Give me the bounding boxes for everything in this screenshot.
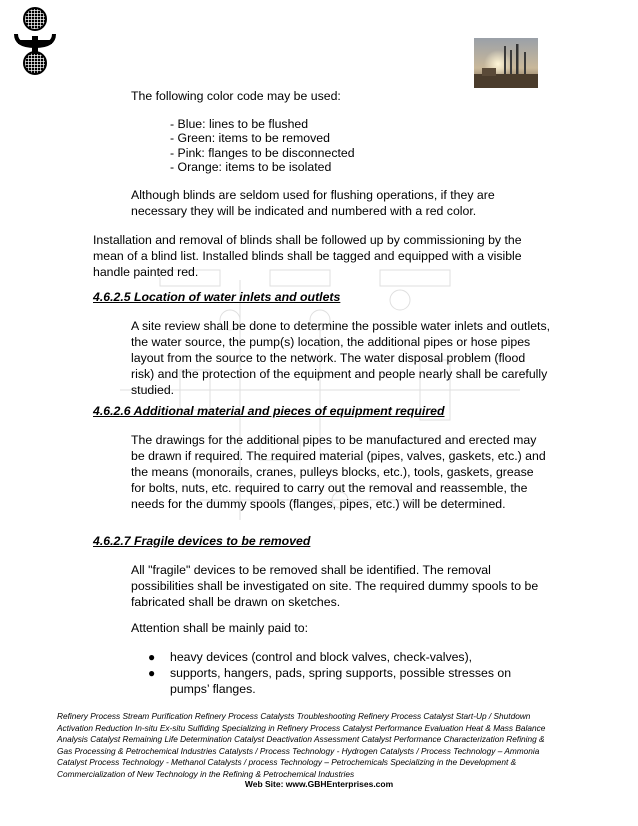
color-code-intro: The following color code may be used: <box>131 89 341 103</box>
section-body-water-inlets: A site review shall be done to determine the possible water inlets and outlets, the water source, the pump(s) location, the additional pipes or hose pipes layout from the source to the network. The water disposal problem (flood risk) and the protection of the equipment and people nearly shall be carefully studied. <box>131 319 551 397</box>
section-heading-water-inlets: 4.6.2.5 Location of water inlets and outlets <box>93 290 341 304</box>
section-heading-additional-material: 4.6.2.6 Additional material and pieces of equipment required <box>93 404 445 418</box>
color-code-blue: - Blue: lines to be flushed <box>170 117 309 131</box>
website-link[interactable]: Web Site: www.GBHEnterprises.com <box>244 779 394 789</box>
refinery-photo <box>474 38 538 88</box>
blinds-note: Although blinds are seldom used for flushing operations, if they are necessary they will be indicated and numbered with a red color. <box>131 188 495 218</box>
color-code-pink: - Pink: flanges to be disconnected <box>170 146 355 160</box>
bullet-item: supports, hangers, pads, spring supports, possible stresses on pumps’ flanges. <box>170 666 512 696</box>
attention-text: Attention shall be mainly paid to: <box>131 621 309 635</box>
section-heading-fragile-devices: 4.6.2.7 Fragile devices to be removed <box>93 534 311 548</box>
bullet-item: heavy devices (control and block valves, check-valves), <box>170 650 473 664</box>
section-body-additional-material: The drawings for the additional pipes to be manufactured and erected may be drawn if required. The required material (pipes, valves, gaskets, etc.) and the means (monorails, cranes, pulleys blocks, etc.), tools, gaskets, grease for bolts, nuts, etc. required to carry out the removal and reassemble, the needs for the dummy spools (flanges, pipes, etc.) will be determined. <box>131 433 546 511</box>
footer-keywords: Refinery Process Stream Purification Refinery Process Catalysts Troubleshooting Refinery Process Catalyst Start-Up / Shutdown Activation Reduction In-situ Ex-situ Sulfiding Specializing in Refinery Process Catalyst Performance Evaluation Heat & Mass Balance Analysis Catalyst Remaining Life Determination Catalyst Deactivation Assessment Catalyst Performance Characterization Refining & Gas Processing & Petrochemical Industries Catalysts / Process Technology - Hydrogen Catalysts / Process Technology – Ammonia Catalyst Process Technology - Methanol Catalysts / process Technology – Petrochemicals Specializing in the Development & Commercialization of New Technology in the Refining & Petrochemical Industries <box>57 711 546 779</box>
gbh-logo-icon <box>12 6 58 76</box>
color-code-green: - Green: items to be removed <box>170 131 330 145</box>
section-body-fragile-devices: All "fragile" devices to be removed shall be identified. The removal possibilities shall be investigated on site. The required dummy spools to be fabricated shall be drawn on sketches. <box>131 563 539 609</box>
bullet-icon: ● <box>148 666 156 680</box>
bullet-icon: ● <box>148 650 156 664</box>
installation-note: Installation and removal of blinds shall be followed up by commissioning by the mean of a blind list. Installed blinds shall be tagged and equipped with a visible handle painted red. <box>93 233 522 279</box>
color-code-orange: - Orange: items to be isolated <box>170 160 332 174</box>
